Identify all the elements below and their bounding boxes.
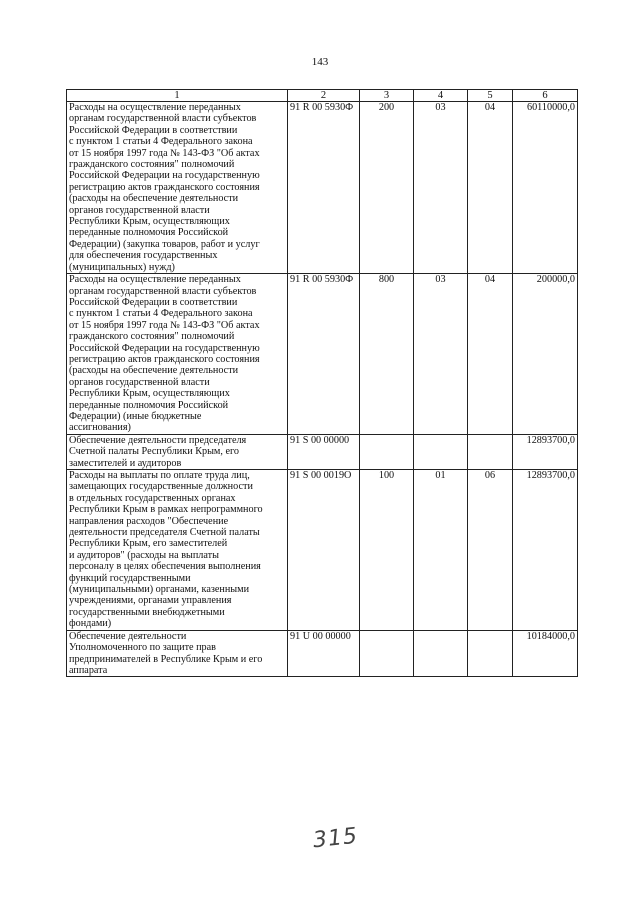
row-col5 (468, 630, 513, 677)
table-row (67, 102, 578, 274)
row-code: 91 R 00 5930Ф (288, 102, 360, 274)
row-col4: 03 (414, 102, 468, 274)
row-description: Обеспечение деятельности Уполномоченного по защите прав предпринимателей в Республике Крым и его аппарата (67, 630, 288, 677)
row-description: Расходы на выплаты по оплате труда лиц, замещающих государственные должности в отдельных государственных органах Республики Крым в рамках непрограммного направления расходов "Обеспечение деятельности председателя Счетной палаты Республики Крым, его заместителей и аудиторов" (расходы на выплаты персоналу в целях обеспечения выполнения функций государственными (муниципальными) органами, казенными учреждениями, органами управления государственными внебюджетными фондами) (67, 470, 288, 631)
row-description: Расходы на осуществление переданных органам государственной власти субъектов Российской Федерации в соответствии с пунктом 1 статьи 4 Федерального закона от 15 ноября 1997 года № 143-ФЗ "Об актах гражданского состояния" полномочий Российской Федерации на государственную регистрацию актов гражданского состояния (расходы на обеспечение деятельности органов государственной власти Республики Крым, осуществляющих переданные полномочия Российской Федерации) (иные бюджетные ассигнования) (67, 274, 288, 435)
table-row (67, 434, 578, 469)
table-row (67, 274, 578, 435)
row-amount: 200000,0 (513, 274, 578, 435)
row-col3 (360, 630, 414, 677)
table-row (67, 470, 578, 631)
row-amount: 12893700,0 (513, 434, 578, 469)
header-col-3: 3 (360, 90, 414, 102)
row-description: Обеспечение деятельности председателя Счетной палаты Республики Крым, его заместителей и аудиторов (67, 434, 288, 469)
page-number: 143 (311, 56, 329, 68)
row-col3: 100 (360, 470, 414, 631)
row-col5 (468, 434, 513, 469)
row-col4 (414, 630, 468, 677)
row-code: 91 S 00 00000 (288, 434, 360, 469)
row-col3 (360, 434, 414, 469)
row-col5: 04 (468, 102, 513, 274)
row-code: 91 S 00 0019О (288, 470, 360, 631)
header-col-1: 1 (67, 90, 288, 102)
row-col3: 200 (360, 102, 414, 274)
table-row (67, 630, 578, 677)
row-amount: 60110000,0 (513, 102, 578, 274)
row-col4: 03 (414, 274, 468, 435)
row-col3: 800 (360, 274, 414, 435)
row-description: Расходы на осуществление переданных органам государственной власти субъектов Российской Федерации в соответствии с пунктом 1 статьи 4 Федерального закона от 15 ноября 1997 года № 143-ФЗ "Об актах гражданского состояния" полномочий Российской Федерации на государственную регистрацию актов гражданского состояния (расходы на обеспечение деятельности органов государственной власти Республики Крым, осуществляющих переданные полномочия Российской Федерации) (закупка товаров, работ и услуг для обеспечения государственных (муниципальных) нужд) (67, 102, 288, 274)
handwritten-page-number: 315 (311, 823, 360, 854)
budget-table (66, 89, 578, 677)
row-col4: 01 (414, 470, 468, 631)
header-col-6: 6 (513, 90, 578, 102)
row-col5: 04 (468, 274, 513, 435)
row-amount: 10184000,0 (513, 630, 578, 677)
row-code: 91 U 00 00000 (288, 630, 360, 677)
header-col-2: 2 (288, 90, 360, 102)
row-code: 91 R 00 5930Ф (288, 274, 360, 435)
table-header-row (67, 90, 578, 102)
row-col4 (414, 434, 468, 469)
header-col-5: 5 (468, 90, 513, 102)
row-col5: 06 (468, 470, 513, 631)
header-col-4: 4 (414, 90, 468, 102)
row-amount: 12893700,0 (513, 470, 578, 631)
